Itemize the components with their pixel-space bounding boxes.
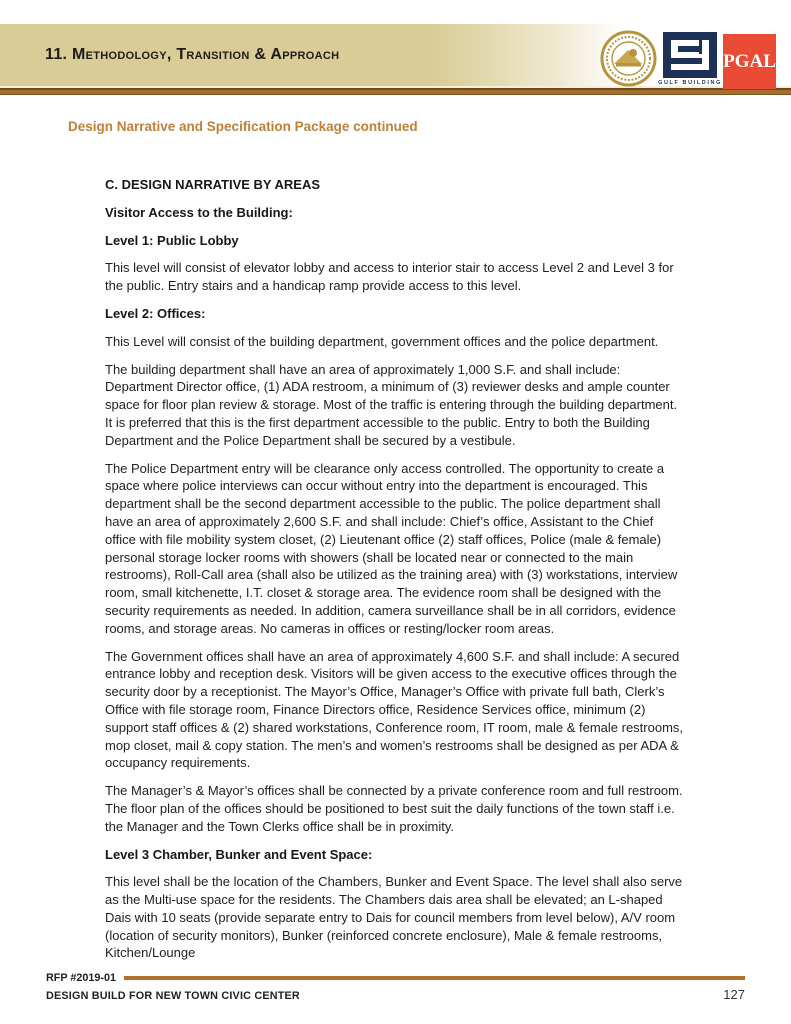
paragraph-police-department: The Police Department entry will be clearance only access controlled. The opportunity to create a space where police interviews can occur without entry into the department is encouraged. This department shall be the second department accessible to the public. The police department shall have an area of approximately 2,600 S.F. and shall include: Chief’s office, Assistant to the Chief office with file mobility system closet, (2) Lieutenant office (2) staff offices, Police (male & female) personal storage locker rooms with showers (shall be located near or connected to the main restrooms), Roll-Call area (shall also be utilized as the training area) with (3) workstations, interview room, small kitchenette, I.T. closet & storage area. The evidence room shall be designed with the security requirements as needed. In addition, camera surveillance shall be in all corridors, evidence rooms, and storage areas. No cameras in offices or resting/locker room areas. [105,460,678,636]
paragraph-level-3: This level shall be the location of the Chambers, Bunker and Event Space. The level shall also serve as the Multi-use space for the residents. The Chambers dais area shall be elevated; an L-shaped Dais with 10 seats (provide separate entry to Dais for council members from level below), A/V room (location of security monitors), Bunker (reinforced concrete enclosure), Male & female restrooms, Kitchen/Lounge [105,874,683,961]
paragraph-building-department: The building department shall have an area of approximately 1,000 S.F. and shall include: Department Director office, (1) ADA restroom, a minimum of (3) reviewer desks and ample counter space for floor plan review & storage. Most of the traffic is entering through the building department. It is preferred that this is the first department accessible to the public. Entry to both the Building Department and the Police Department shall be secured by a vestibule. [105,361,678,448]
paragraph-level-1: This level will consist of elevator lobby and access to interior stair to access Level 2 and Level 3 for the public. Entry stairs and a handicap ramp provide access to this level. [105,260,674,294]
gulf-building-g-icon [663,32,717,78]
gulf-building-label: GULF BUILDING [658,80,722,86]
footer-rfp-row [46,972,745,984]
heading-level-1-public-lobby: Level 1: Public Lobby [105,232,239,248]
page-footer [46,972,745,1002]
gulf-building-logo [658,30,722,86]
footer-project-name: DESIGN BUILD FOR NEW TOWN CIVIC CENTER [46,990,300,1002]
footer-rule [124,976,745,980]
document-body [105,176,687,962]
paragraph-managers-mayors-offices: The Manager’s & Mayor’s offices shall be connected by a private conference room and full restroom. The floor plan of the offices should be positioned to best suit the daily functions of the town staff i.e. the Manager and the Town Clerks office shall be in proximity. [105,783,683,834]
heading-level-2-offices: Level 2: Offices: [105,305,206,321]
heading-level-3-chamber-bunker-event: Level 3 Chamber, Bunker and Event Space: [105,846,373,862]
paragraph-government-offices: The Government offices shall have an area of approximately 4,600 S.F. and shall include: A secured entrance lobby and reception desk. Visitors will be given access to the executive offices through the security door by a receptionist. The Mayor’s Office, Manager’s Office with private full bath, Clerk’s Office with file storage room, Finance Directors office, Residence Services office, minimum (2) support staff offices & (2) shared workstations, Conference room, IT room, male & female restrooms, mop closet, mail & copy station. The men’s and women’s restrooms shall be designed as per ADA & occupancy requirements. [105,648,684,771]
paragraph-level-2-intro: This Level will consist of the building department, government offices and the police department. [105,333,659,349]
pgal-logo-text: PGAL [723,50,776,72]
footer-rfp-number: RFP #2019-01 [46,972,117,984]
page-subheading: Design Narrative and Specification Package continued [68,119,418,134]
heading-visitor-access: Visitor Access to the Building: [105,204,293,220]
page-number: 127 [723,987,745,1002]
section-title: 11. Methodology, Transition & Approach [45,46,340,63]
town-seal-icon [600,30,657,87]
heading-design-narrative-by-areas: C. DESIGN NARRATIVE BY AREAS [105,177,321,192]
pgal-logo [723,34,776,89]
footer-project-row [46,987,745,1002]
logo-group [600,30,776,89]
